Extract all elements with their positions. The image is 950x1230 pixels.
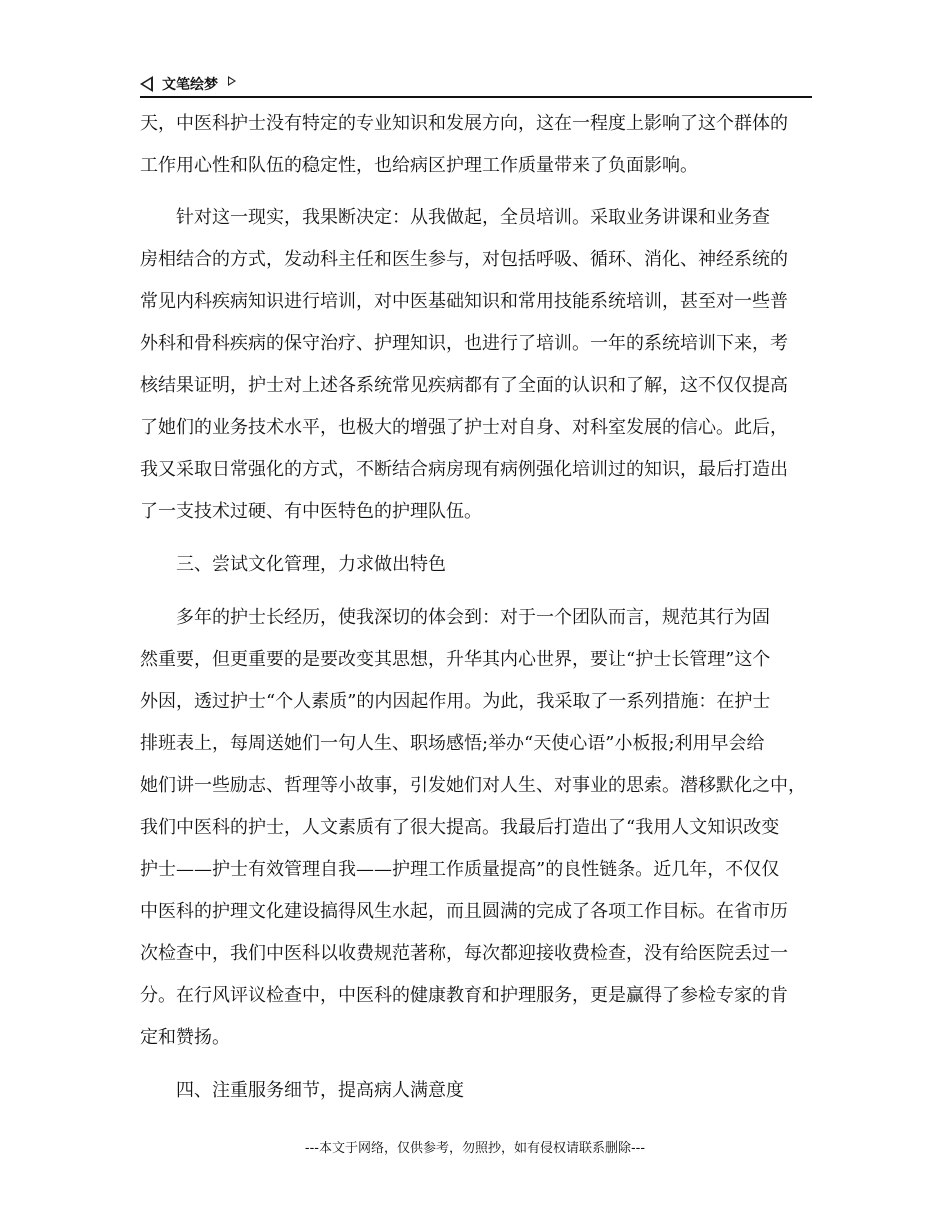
text-line: 她们讲一些励志、哲理等小故事，引发她们对人生、对事业的思索。潜移默化之中， xyxy=(140,775,806,796)
header-divider xyxy=(140,96,812,98)
text-line: 针对这一现实，我果断决定：从我做起，全员培训。采取业务讲课和业务查 xyxy=(176,207,770,228)
text-line: 外科和骨科疾病的保守治疗、护理知识，也进行了培训。一年的系统培训下来，考 xyxy=(140,333,788,354)
triangle-left-icon xyxy=(140,76,153,92)
text-line: 护士——护士有效管理自我——护理工作质量提高”的良性链条。近几年，不仅仅 xyxy=(140,859,780,880)
text-line: 天，中医科护士没有特定的专业知识和发展方向，这在一程度上影响了这个群体的 xyxy=(140,113,788,134)
text-line: 然重要，但更重要的是要改变其思想，升华其内心世界，要让“护士长管理”这个 xyxy=(140,649,771,670)
section-heading: 四、注重服务细节，提高病人满意度 xyxy=(176,1080,464,1101)
text-line: 了她们的业务技术水平，也极大的增强了护士对自身、对科室发展的信心。此后， xyxy=(140,417,788,438)
text-line: 中医科的护理文化建设搞得风生水起，而且圆满的完成了各项工作目标。在省市历 xyxy=(140,901,788,922)
section-heading: 三、尝试文化管理，力求做出特色 xyxy=(176,554,446,575)
page-header xyxy=(140,72,812,96)
text-line: 分。在行风评议检查中，中医科的健康教育和护理服务，更是赢得了参检专家的肯 xyxy=(140,985,788,1006)
text-line: 我们中医科的护士，人文素质有了很大提高。我最后打造出了“我用人文知识改变 xyxy=(140,817,780,838)
text-line: 多年的护士长经历，使我深切的体会到：对于一个团队而言，规范其行为固 xyxy=(176,607,770,628)
header-brand: 文笔绘梦 xyxy=(162,77,218,93)
triangle-right-icon xyxy=(228,76,236,86)
text-line: 房相结合的方式，发动科主任和医生参与，对包括呼吸、循环、消化、神经系统的 xyxy=(140,249,788,270)
text-line: 排班表上，每周送她们一句人生、职场感悟;举办“天使心语”小板报;利用早会给 xyxy=(140,733,765,754)
text-line: 次检查中，我们中医科以收费规范著称，每次都迎接收费检查，没有给医院丢过一 xyxy=(140,943,788,964)
text-line: 了一支技术过硬、有中医特色的护理队伍。 xyxy=(140,501,482,522)
text-line: 工作用心性和队伍的稳定性，也给病区护理工作质量带来了负面影响。 xyxy=(140,155,698,176)
text-line: 常见内科疾病知识进行培训，对中医基础知识和常用技能系统培训，甚至对一些普 xyxy=(140,291,788,312)
text-line: 核结果证明，护士对上述各系统常见疾病都有了全面的认识和了解，这不仅仅提高 xyxy=(140,375,788,396)
text-line: 定和赞扬。 xyxy=(140,1027,230,1048)
text-line: 我又采取日常强化的方式，不断结合病房现有病例强化培训过的知识，最后打造出 xyxy=(140,459,788,480)
page-footer: ---本文于网络，仅供参考，勿照抄，如有侵权请联系删除--- xyxy=(304,1141,646,1156)
text-line: 外因，透过护士“个人素质”的内因起作用。为此，我采取了一系列措施：在护士 xyxy=(140,691,771,712)
